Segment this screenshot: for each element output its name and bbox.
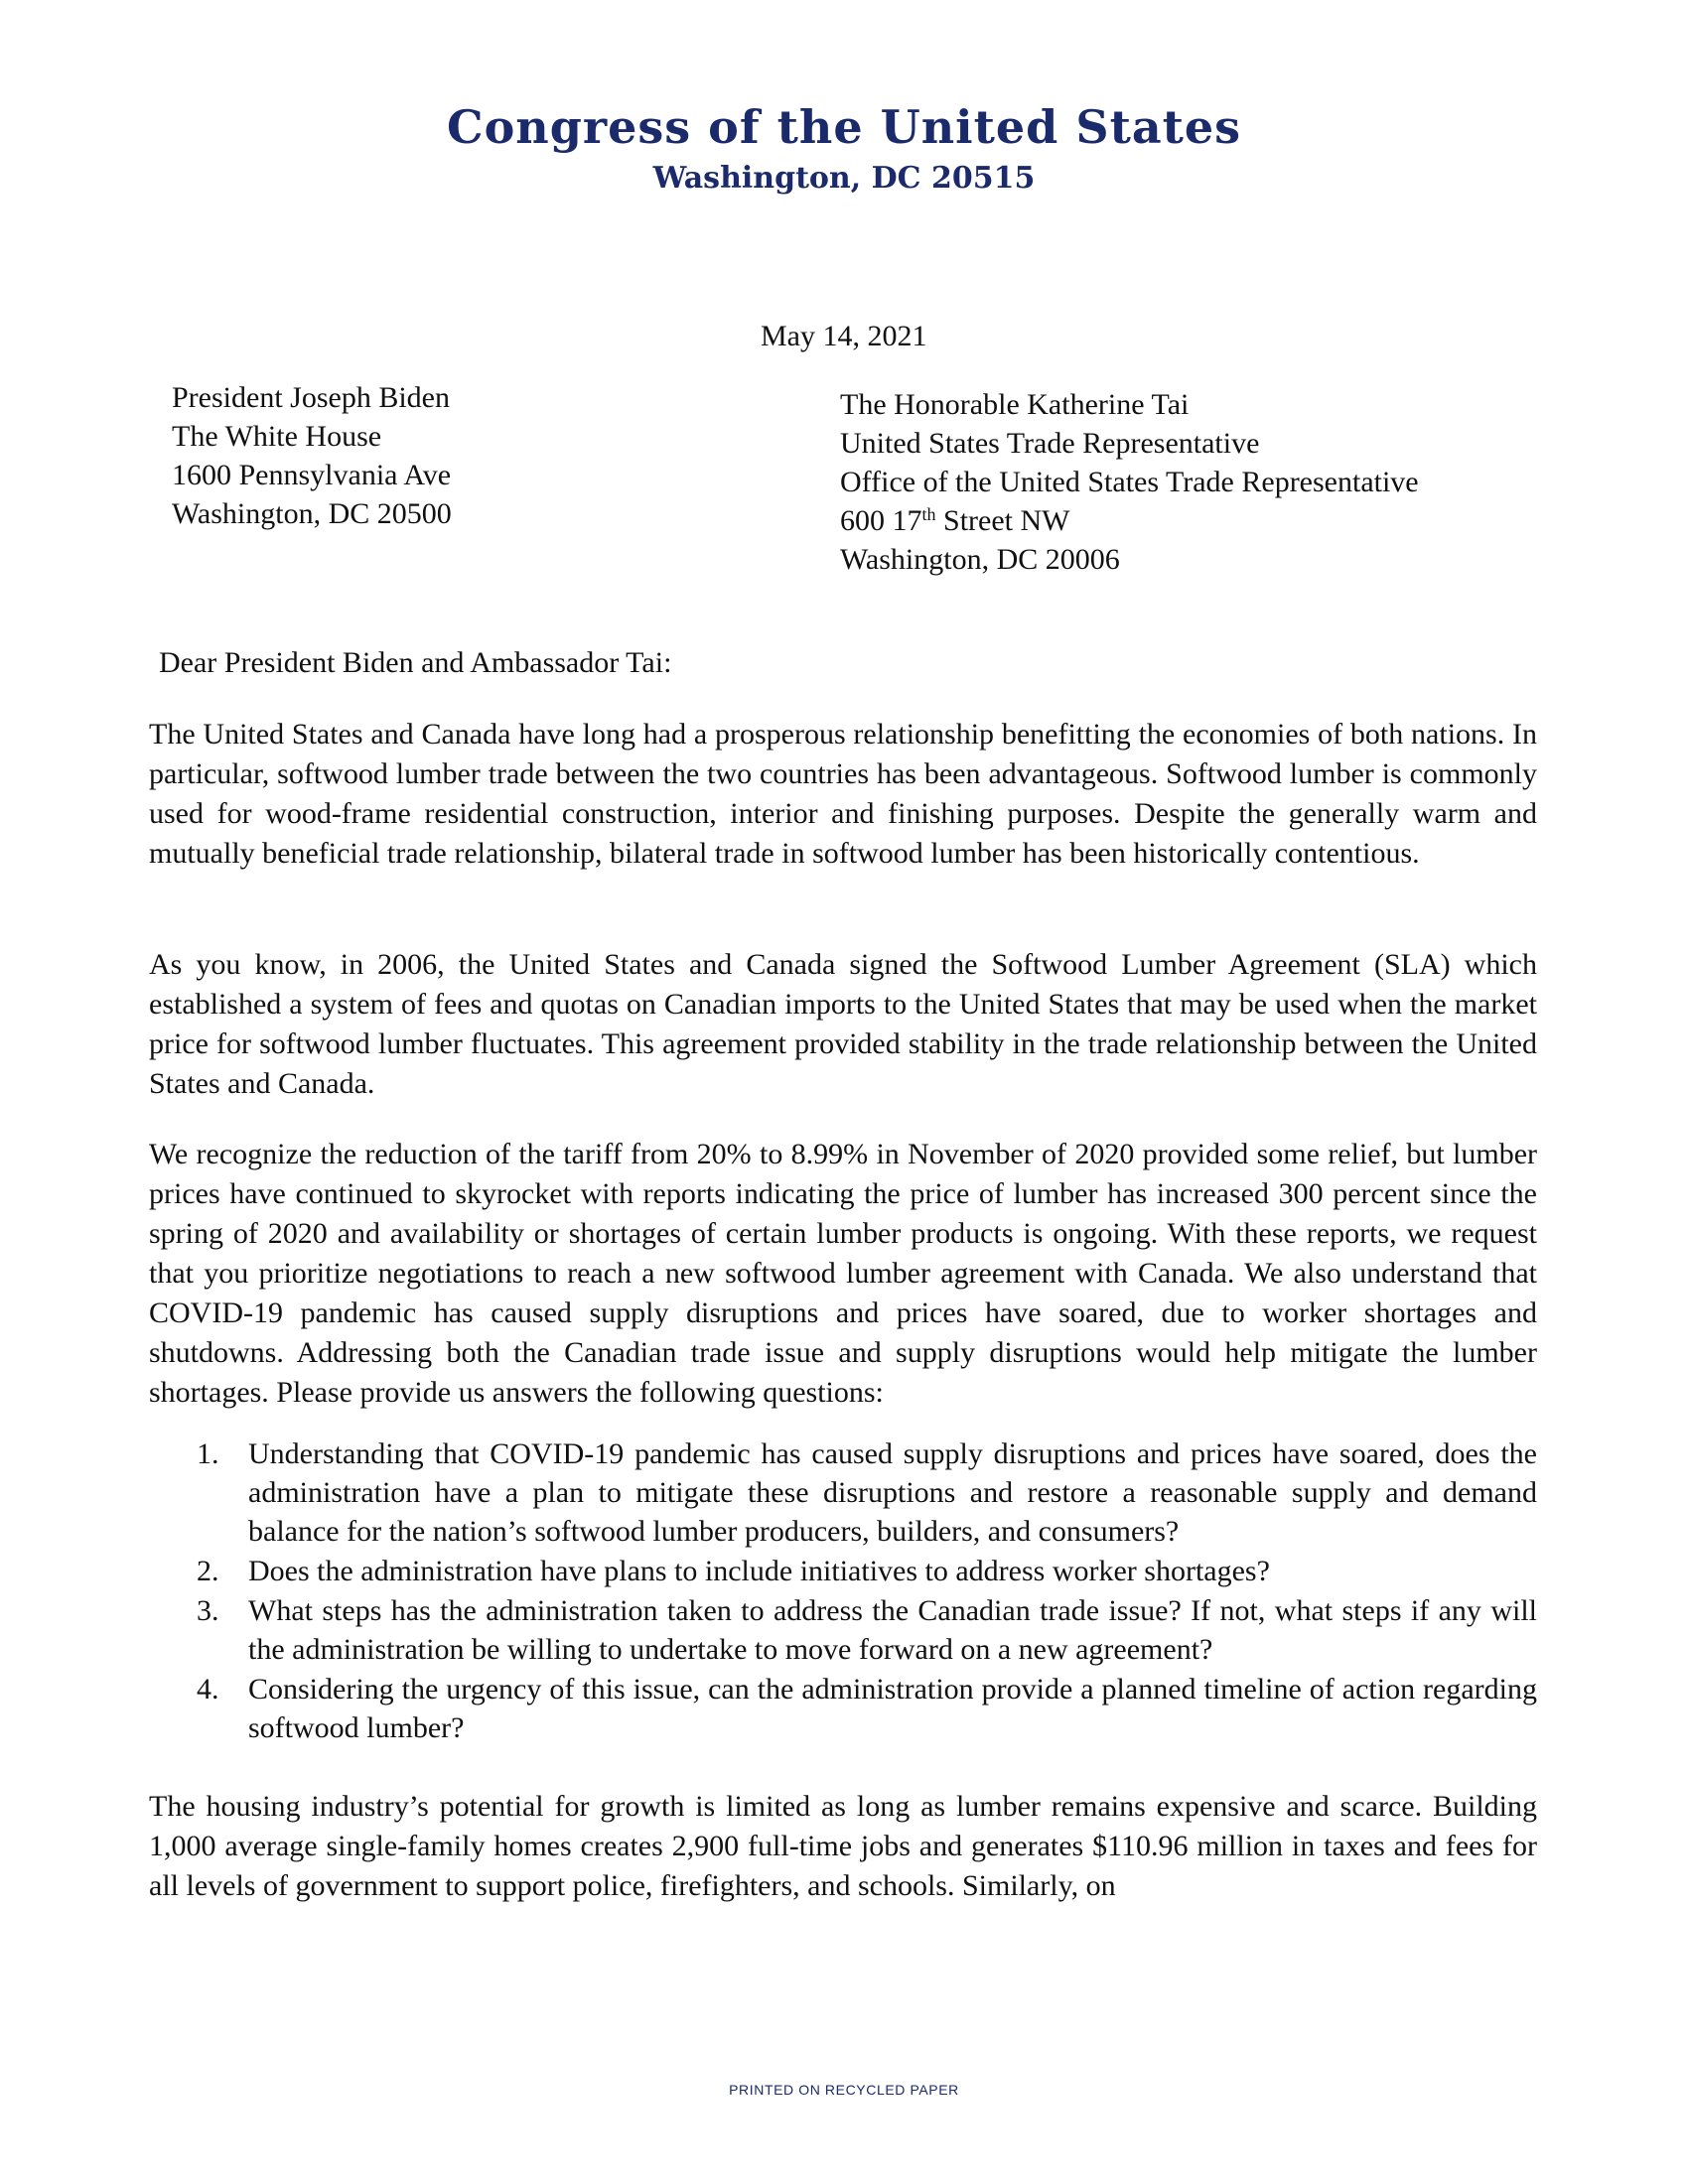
address-line: The Honorable Katherine Tai (840, 388, 1190, 421)
letterhead (0, 99, 1688, 201)
paragraph-sla: As you know, in 2006, the United States and Canada signed the Softwood Lumber Agreement (SLA) which established a system of fees and quotas on Canadian imports to the United States that may be used when the market price for softwood lumber fluctuates. This agreement provided stability in the trade relationship between the United States and Canada. (149, 948, 1537, 1100)
street-name: Street NW (935, 504, 1070, 537)
list-item-text: Considering the urgency of this issue, can the administration provide a planned timeline of action regarding softwood lumber? (248, 1673, 1537, 1744)
list-number: 1. (197, 1437, 219, 1470)
footer-recycled-paper: PRINTED ON RECYCLED PAPER (729, 2082, 959, 2098)
address-line: Office of the United States Trade Representative (840, 466, 1419, 498)
ordinal-suffix: th (921, 504, 936, 524)
address-line (840, 501, 1419, 540)
paragraph-housing: The housing industry’s potential for growth is limited as long as lumber remains expensive and scarce. Building 1,000 average single-family homes creates 2,900 full-time jobs and generates $110.96 million in taxes and fees for all levels of government to support police, firefighters, and schools. Similarly, on (149, 1790, 1537, 1902)
list-number: 2. (197, 1555, 219, 1587)
list-item (197, 1552, 1537, 1590)
letter-date: May 14, 2021 (761, 320, 927, 352)
letterhead-title: Congress of the United States (446, 100, 1242, 154)
recipient-address-ustr (840, 385, 1419, 579)
salutation: Dear President Biden and Ambassador Tai: (159, 646, 672, 679)
list-number: 4. (197, 1673, 219, 1706)
address-line: President Joseph Biden (172, 381, 450, 414)
address-line: 1600 Pennsylvania Ave (172, 459, 452, 491)
paragraph-tariff: We recognize the reduction of the tariff from 20% to 8.99% in November of 2020 provided some relief, but lumber prices have continued to skyrocket with reports indicating the price of lumber has increased 300 percent since the spring of 2020 and availability or shortages of certain lumber products is ongoing. With these reports, we request that you prioritize negotiations to reach a new softwood lumber agreement with Canada. We also understand that COVID-19 pandemic has caused supply disruptions and prices have soared, due to worker shortages and shutdowns. Addressing both the Canadian trade issue and supply disruptions would help mitigate the lumber shortages. Please provide us answers the following questions: (149, 1138, 1537, 1409)
list-item (197, 1434, 1537, 1551)
address-line: Washington, DC 20006 (840, 543, 1120, 576)
letterhead-city: Washington, DC 20515 (652, 161, 1036, 196)
paragraph-relationship: The United States and Canada have long had a prosperous relationship benefitting the economies of both nations. In particular, softwood lumber trade between the two countries has been advantageous. Softwood lumber is commonly used for wood-frame residential construction, interior and finishing purposes. Despite the generally warm and mutually beneficial trade relationship, bilateral trade in softwood lumber has been historically contentious. (149, 718, 1537, 870)
address-line: The White House (172, 420, 382, 453)
list-item (197, 1591, 1537, 1669)
address-line: United States Trade Representative (840, 427, 1260, 460)
recipient-address-president (172, 378, 452, 533)
address-line: Washington, DC 20500 (172, 497, 452, 530)
list-item-text: Understanding that COVID-19 pandemic has caused supply disruptions and prices have soared, does the administration have a plan to mitigate these disruptions and restore a reasonable supply and demand balance for the nation’s softwood lumber producers, builders, and consumers? (248, 1437, 1537, 1548)
list-item (197, 1670, 1537, 1747)
street-number: 600 17 (840, 504, 922, 537)
list-number: 3. (197, 1594, 219, 1627)
list-item-text: Does the administration have plans to include initiatives to address worker shortages? (248, 1555, 1270, 1587)
question-list (197, 1434, 1537, 1748)
list-item-text: What steps has the administration taken to address the Canadian trade issue? If not, what steps if any will the administration be willing to undertake to move forward on a new agreement? (248, 1594, 1537, 1666)
